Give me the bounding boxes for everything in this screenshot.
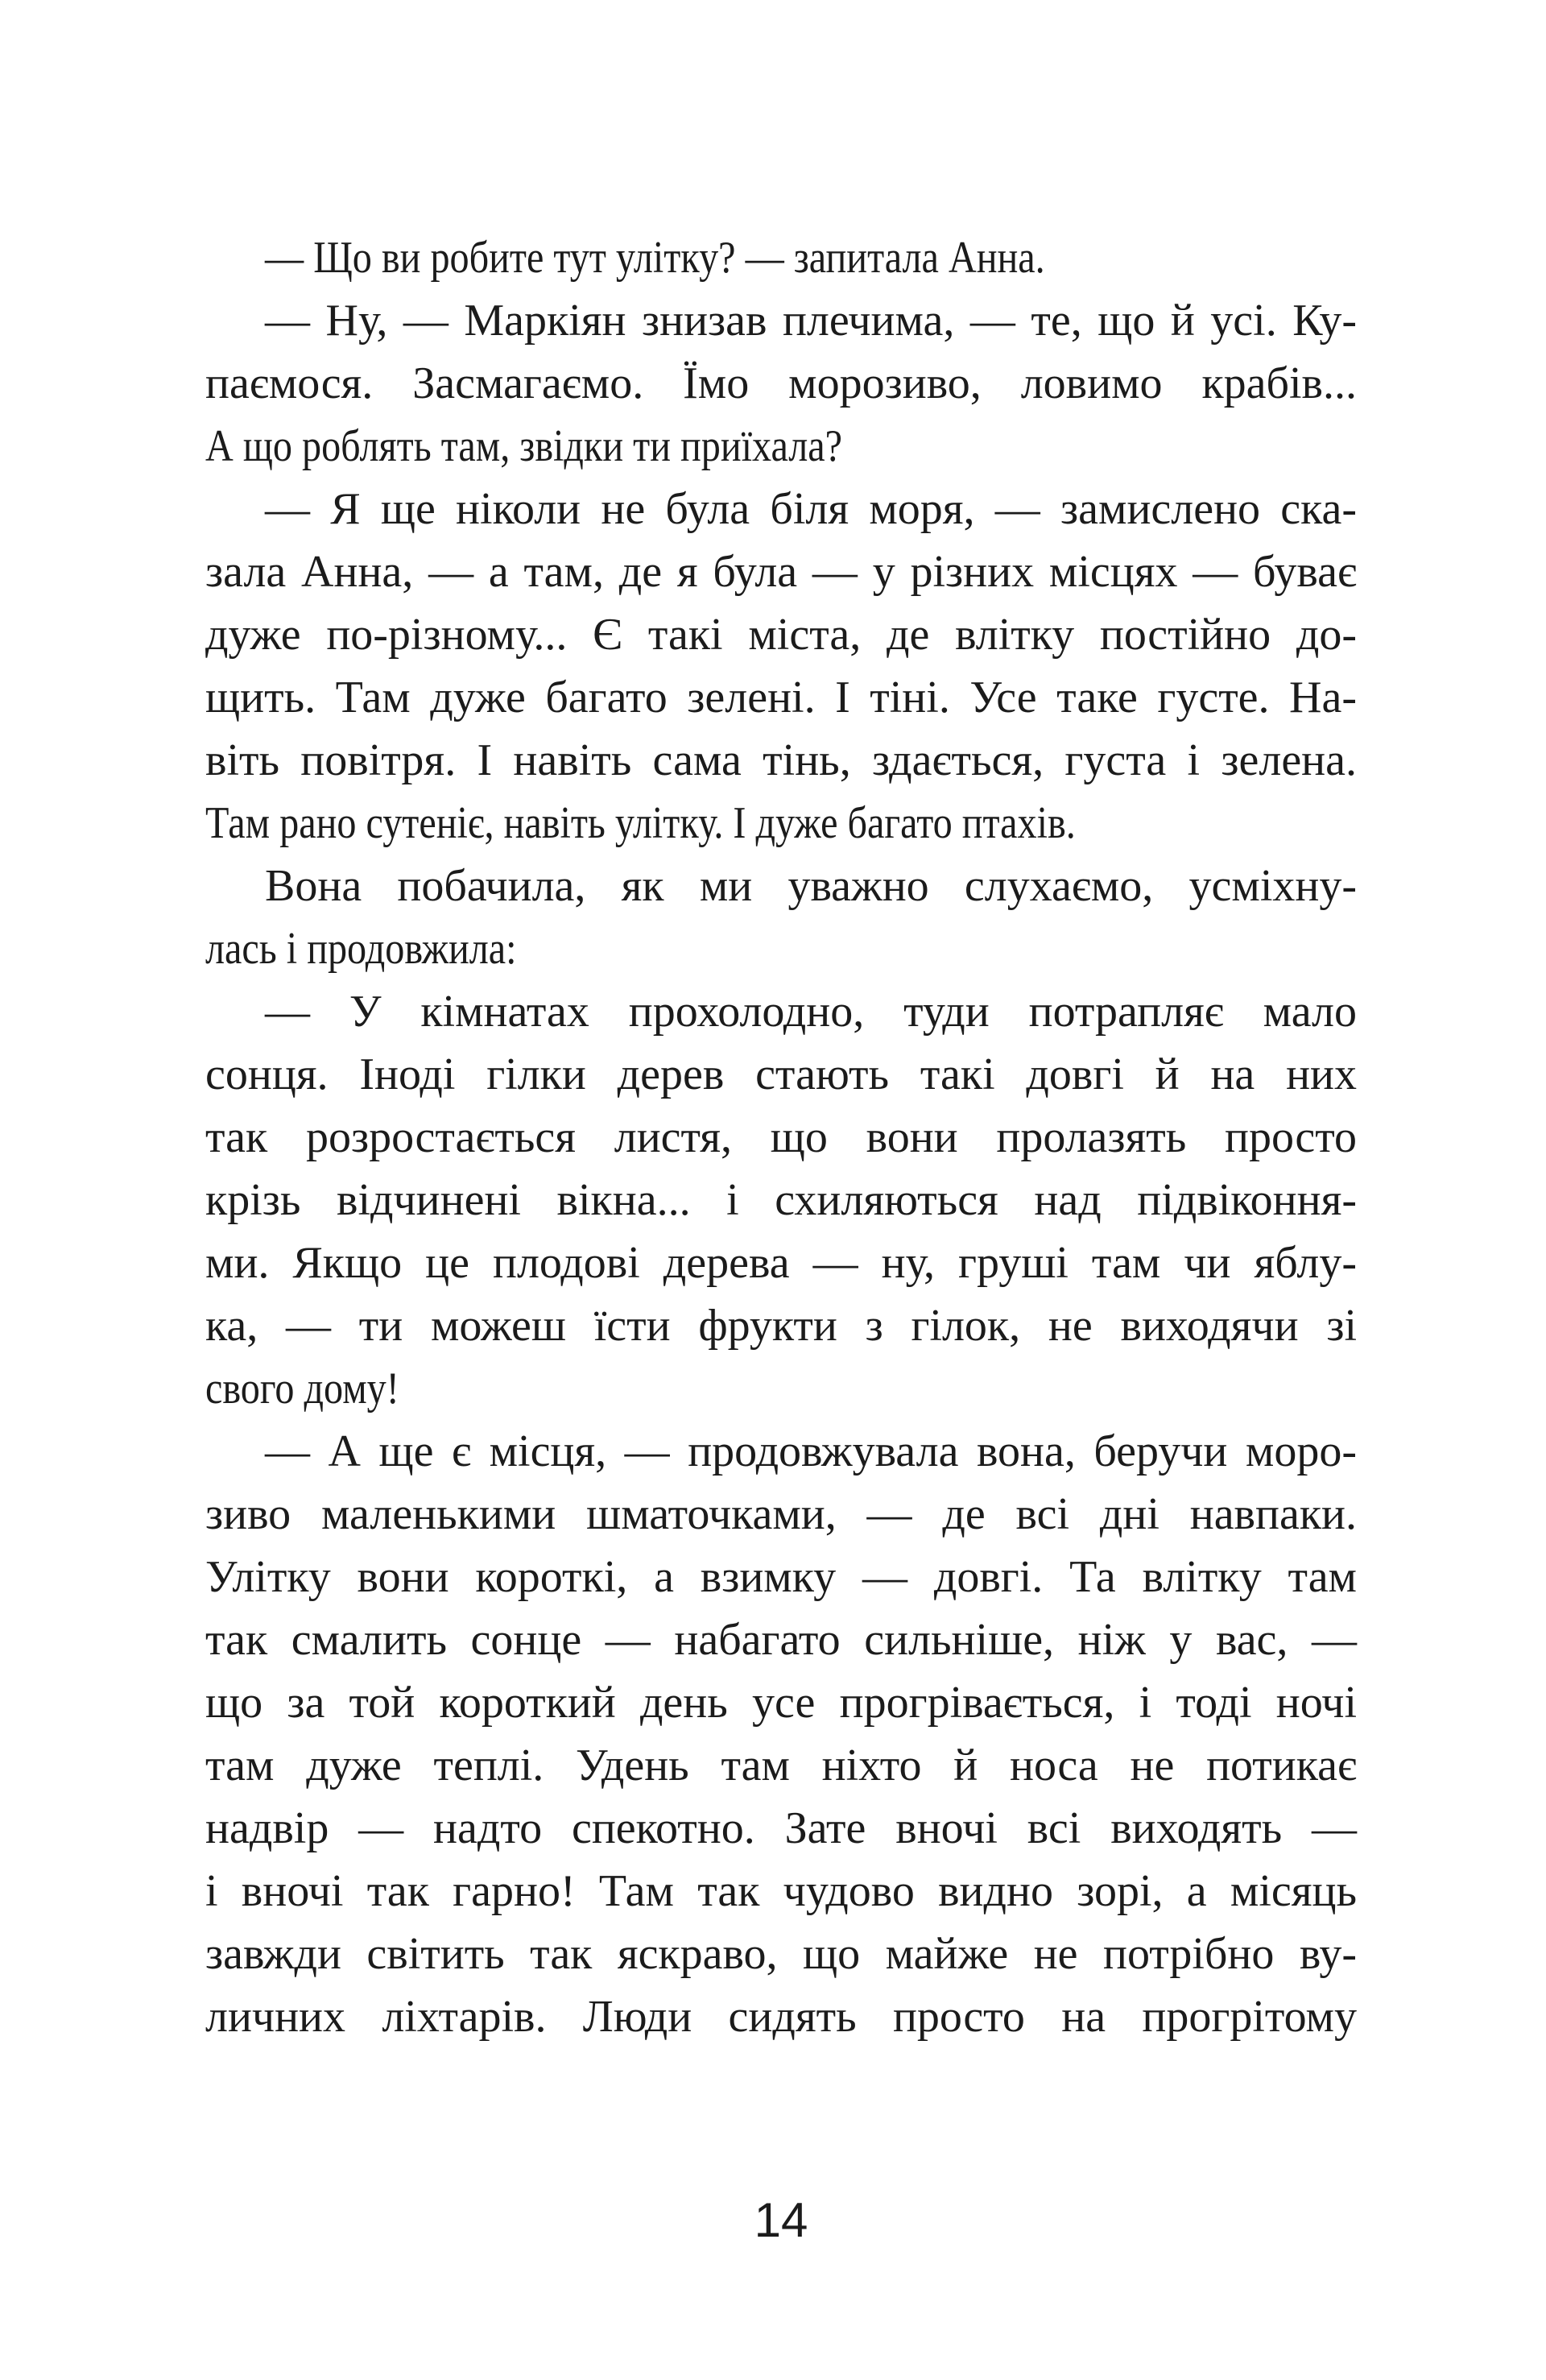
text-line: — Що ви робите тут улітку? — запитала Анна. [265,233,1045,283]
text-line: так смалить сонце — набагато сильніше, ніж у вас, — [205,1615,1357,1665]
text-line: віть повітря. І навіть сама тінь, здається, густа і зелена. [205,735,1357,785]
text-line: зиво маленькими шматочками, — де всі дні навпаки. [205,1489,1357,1539]
text-line: крізь відчинені вікна... і схиляються над підвіконня- [205,1175,1357,1225]
text-line: Вона побачила, як ми уважно слухаємо, усміхну- [265,861,1357,911]
text-line: ми. Якщо це плодові дерева — ну, груші там чи яблу- [205,1238,1357,1288]
text-line: паємося. Засмагаємо. Їмо морозиво, ловимо крабів... [205,358,1357,408]
text-line: личних ліхтарів. Люди сидять просто на прогрітому [205,1992,1357,2042]
text-line: що за той короткий день усе прогрівається, і тоді ночі [205,1678,1357,1728]
text-line: — Я ще ніколи не була біля моря, — замислено ска- [265,484,1357,534]
text-line: лась і продовжила: [205,924,517,974]
body-text [205,226,1357,2048]
text-line: — Ну, — Маркіян знизав плечима, — те, що й усі. Ку- [265,296,1357,346]
text-line: і вночі так гарно! Там так чудово видно зорі, а місяць [205,1866,1357,1916]
text-line: — А ще є місця, — продовжувала вона, беручи моро- [265,1426,1357,1476]
text-line: Улітку вони короткі, а взимку — довгі. Та влітку там [205,1552,1357,1602]
text-line: сонця. Іноді гілки дерев стають такі довгі й на них [205,1049,1357,1099]
text-line: ка, — ти можеш їсти фрукти з гілок, не виходячи зі [205,1301,1357,1351]
text-line: дуже по-різному... Є такі міста, де влітку постійно до- [205,610,1357,660]
text-line: там дуже теплі. Удень там ніхто й носа не потикає [205,1741,1357,1790]
text-line: А що роблять там, звідки ти приїхала? [205,421,843,471]
text-line: завжди світить так яскраво, що майже не потрібно ву- [205,1929,1357,1979]
text-line: надвір — надто спекотно. Зате вночі всі виходять — [205,1803,1357,1853]
page-number: 14 [754,2193,808,2247]
text-line: свого дому! [205,1364,399,1414]
text-line: щить. Там дуже багато зелені. І тіні. Усе таке густе. На- [205,673,1357,722]
text-line: — У кімнатах прохолодно, туди потрапляє мало [265,987,1357,1037]
text-line: так розростається листя, що вони пролазять просто [205,1112,1357,1162]
text-line: Там рано сутеніє, навіть улітку. І дуже багато птахів. [205,798,1076,848]
text-line: зала Анна, — а там, де я була — у різних місцях — буває [205,547,1357,597]
